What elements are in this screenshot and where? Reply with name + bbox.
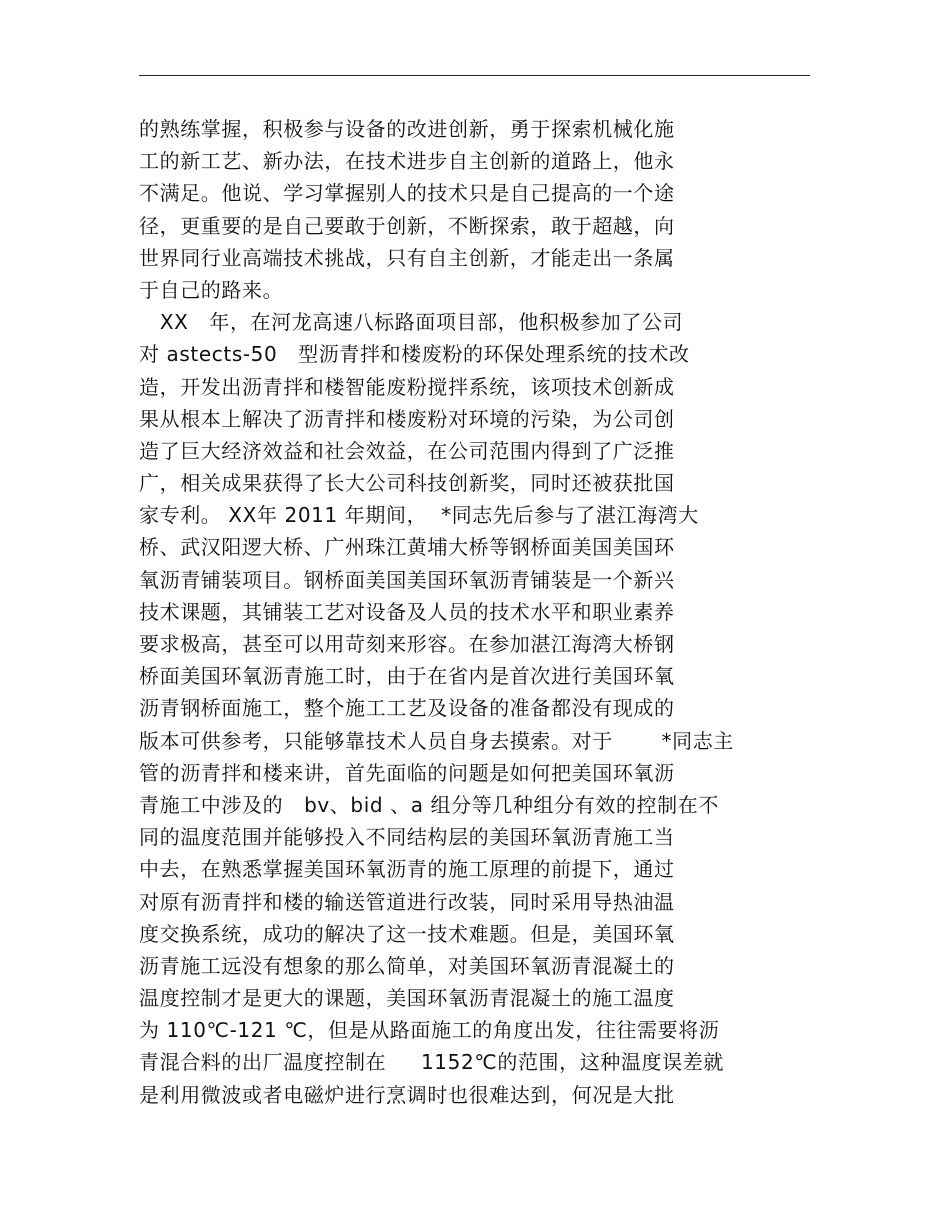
text-line-23: 同的温度范围并能够投入不同结构层的美国环氧沥青施工当 [139, 825, 675, 850]
text-line-12: 广，相关成果获得了长大公司科技创新奖，同时还被获批国 [139, 471, 675, 496]
text-line-8: 对 astects-50 型沥青拌和楼废粉的环保处理系统的技术改 [139, 342, 690, 367]
text-line-11: 造了巨大经济效益和社会效益，在公司范围内得到了广泛推 [139, 438, 675, 463]
document-body [139, 113, 819, 1111]
text-line-3: 不满足。他说、学习掌握别人的技术只是自己提高的一个途 [139, 181, 675, 206]
text-line-25: 对原有沥青拌和楼的输送管道进行改装，同时采用导热油温 [139, 889, 675, 914]
text-line-13: 家专利。 XX年 2011 年期间， *同志先后参与了湛江海湾大 [139, 503, 699, 528]
text-line-15: 氧沥青铺装项目。钢桥面美国美国环氧沥青铺装是一个新兴 [139, 567, 675, 592]
text-line-4: 径，更重要的是自己要敢于创新，不断探索，敢于超越，向 [139, 213, 675, 238]
text-line-20: 版本可供参考，只能够靠技术人员自身去摸索。对于 *同志主 [139, 728, 734, 753]
text-line-6: 于自己的路来。 [139, 277, 284, 302]
text-line-22: 青施工中涉及的 bv、bid 、a 组分等几种组分有效的控制在不 [139, 792, 719, 817]
text-line-30: 青混合料的出厂温度控制在 1152℃的范围，这种温度误差就 [139, 1050, 724, 1075]
text-line-26: 度交换系统，成功的解决了这一技术难题。但是，美国环氧 [139, 921, 675, 946]
text-line-31: 是利用微波或者电磁炉进行烹调时也很难达到，何况是大批 [139, 1082, 675, 1107]
text-line-21: 管的沥青拌和楼来讲，首先面临的问题是如何把美国环氧沥 [139, 760, 675, 785]
text-line-19: 沥青钢桥面施工，整个施工工艺及设备的准备都没有现成的 [139, 696, 675, 721]
text-line-28: 温度控制才是更大的课题，美国环氧沥青混凝土的施工温度 [139, 986, 675, 1011]
text-line-29: 为 110℃-121 ℃，但是从路面施工的角度出发，往往需要将沥 [139, 1018, 720, 1043]
text-line-5: 世界同行业高端技术挑战，只有自主创新，才能走出一条属 [139, 245, 675, 270]
text-line-14: 桥、武汉阳逻大桥、广州珠江黄埔大桥等钢桥面美国美国环 [139, 535, 675, 560]
text-line-7: XX 年，在河龙高速八标路面项目部，他积极参加了公司 [139, 310, 684, 335]
text-line-24: 中去，在熟悉掌握美国环氧沥青的施工原理的前提下，通过 [139, 857, 675, 882]
text-line-27: 沥青施工远没有想象的那么简单，对美国环氧沥青混凝土的 [139, 953, 675, 978]
text-line-10: 果从根本上解决了沥青拌和楼废粉对环境的污染，为公司创 [139, 406, 675, 431]
text-line-2: 工的新工艺、新办法，在技术进步自主创新的道路上，他永 [139, 149, 675, 174]
header-rule [139, 75, 810, 76]
text-line-16: 技术课题，其铺装工艺对设备及人员的技术水平和职业素养 [139, 599, 675, 624]
text-line-17: 要求极高，甚至可以用苛刻来形容。在参加湛江海湾大桥钢 [139, 632, 675, 656]
text-line-9: 造，开发出沥青拌和楼智能废粉搅拌系统，该项技术创新成 [139, 374, 675, 399]
text-line-1: 的熟练掌握，积极参与设备的改进创新，勇于探索机械化施 [139, 117, 675, 141]
text-line-18: 桥面美国环氧沥青施工时，由于在省内是首次进行美国环氧 [139, 664, 675, 689]
